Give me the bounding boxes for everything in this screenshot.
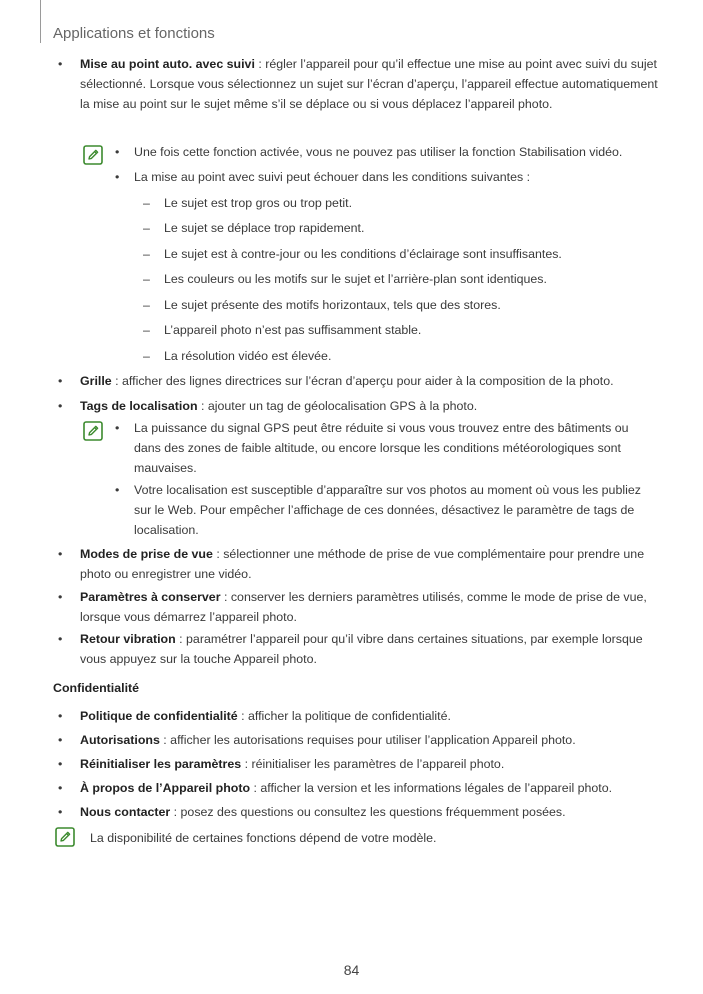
final-note: La disponibilité de certaines fonctions dépend de votre modèle.: [90, 831, 437, 845]
note-point: La puissance du signal GPS peut être réduite si vous vous trouvez entre des bâtiments ou dans des zones de faible altitude, ou encore lorsque les conditions météorologiques sont mauvaises.: [134, 421, 629, 475]
item-desc: : réinitialiser les paramètres de l’appareil photo.: [241, 757, 505, 771]
bullet: •: [58, 733, 63, 747]
page-header-title: Applications et fonctions: [53, 25, 215, 42]
item-desc: : posez des questions ou consultez les questions fréquemment posées.: [170, 805, 566, 819]
note-pencil-icon: [83, 145, 103, 165]
dash: –: [143, 221, 150, 235]
bullet: •: [58, 590, 63, 604]
list-item-location: [80, 396, 670, 416]
item-desc: : afficher les autorisations requises pour utiliser l’application Appareil photo.: [159, 733, 576, 747]
dash: –: [143, 349, 150, 363]
bullet: •: [58, 709, 63, 723]
bullet: •: [58, 757, 63, 771]
item-term: Politique de confidentialité: [80, 709, 238, 723]
list-item-keep: [80, 587, 670, 627]
bullet: •: [58, 374, 63, 388]
privacy-item: [80, 754, 670, 774]
item-desc: : afficher la politique de confidentialité.: [237, 709, 451, 723]
privacy-item: [80, 730, 670, 750]
dash: –: [143, 323, 150, 337]
item-desc: : paramétrer l’appareil pour qu’il vibre dans certaines situations, par exemple lorsque vous appuyez sur la touche Appareil photo.: [80, 632, 643, 666]
item-term: Paramètres à conserver: [80, 590, 221, 604]
condition-item: L’appareil photo n’est pas suffisamment stable.: [164, 323, 422, 337]
item-term: Mise au point auto. avec suivi: [80, 57, 255, 71]
list-item-focus: [80, 54, 670, 114]
item-term: Grille: [80, 374, 112, 388]
list-item-vibration: [80, 629, 670, 669]
dash: –: [143, 272, 150, 286]
item-desc: : afficher la version et les informations légales de l’appareil photo.: [250, 781, 613, 795]
bullet: •: [58, 399, 63, 413]
item-term: Réinitialiser les paramètres: [80, 757, 242, 771]
note-point: La mise au point avec suivi peut échouer dans les conditions suivantes :: [134, 170, 531, 184]
item-desc: : régler l’appareil pour qu’il effectue une mise au point avec suivi du sujet sélectionné. Lorsque vous sélectionnez un sujet sur l’écran d’aperçu, l’appareil effectue automatiquement la mise au point sur le sujet même s’il se déplace ou si vous déplacez l’appareil photo.: [80, 57, 658, 111]
bullet: •: [115, 421, 120, 435]
item-term: Nous contacter: [80, 805, 171, 819]
note-pencil-icon: [55, 827, 75, 847]
condition-item: Le sujet se déplace trop rapidement.: [164, 221, 365, 235]
bullet: •: [58, 632, 63, 646]
item-term: Retour vibration: [80, 632, 176, 646]
dash: –: [143, 298, 150, 312]
note-point: Une fois cette fonction activée, vous ne pouvez pas utiliser la fonction Stabilisation vidéo.: [134, 145, 623, 159]
condition-item: Le sujet présente des motifs horizontaux, tels que des stores.: [164, 298, 501, 312]
bullet: •: [115, 145, 120, 159]
item-desc: : conserver les derniers paramètres utilisés, comme le mode de prise de vue, lorsque vous démarrez l’appareil photo.: [80, 590, 647, 624]
privacy-item: [80, 802, 670, 822]
item-term: À propos de l’Appareil photo: [80, 781, 251, 795]
bullet: •: [115, 483, 120, 497]
section-title: Confidentialité: [53, 681, 140, 695]
bullet: •: [58, 547, 63, 561]
list-item-grid: [80, 371, 670, 391]
list-item-modes: [80, 544, 670, 584]
condition-item: Le sujet est trop gros ou trop petit.: [164, 196, 353, 210]
item-desc: : afficher des lignes directrices sur l’écran d’aperçu pour aider à la composition de la photo.: [111, 374, 614, 388]
condition-item: Le sujet est à contre-jour ou les conditions d’éclairage sont insuffisantes.: [164, 247, 562, 261]
privacy-item: [80, 706, 670, 726]
bullet: •: [58, 57, 63, 71]
bullet: •: [58, 805, 63, 819]
condition-item: La résolution vidéo est élevée.: [164, 349, 332, 363]
note-point: Votre localisation est susceptible d’apparaître sur vos photos au moment où vous les publiez sur le Web. Pour empêcher l’affichage de ces données, désactivez le paramètre de tags de localisation.: [134, 483, 641, 537]
header-divider: [40, 0, 41, 43]
item-term: Modes de prise de vue: [80, 547, 213, 561]
dash: –: [143, 247, 150, 261]
note-pencil-icon: [83, 421, 103, 441]
bullet: •: [115, 170, 120, 184]
privacy-item: [80, 778, 670, 798]
condition-item: Les couleurs ou les motifs sur le sujet et l’arrière-plan sont identiques.: [164, 272, 547, 286]
dash: –: [143, 196, 150, 210]
page-number: 84: [343, 962, 360, 978]
item-desc: : ajouter un tag de géolocalisation GPS à la photo.: [197, 399, 478, 413]
item-term: Autorisations: [80, 733, 160, 747]
bullet: •: [58, 781, 63, 795]
item-desc: : sélectionner une méthode de prise de vue complémentaire pour prendre une photo ou enregistrer une vidéo.: [80, 547, 645, 581]
item-term: Tags de localisation: [80, 399, 198, 413]
